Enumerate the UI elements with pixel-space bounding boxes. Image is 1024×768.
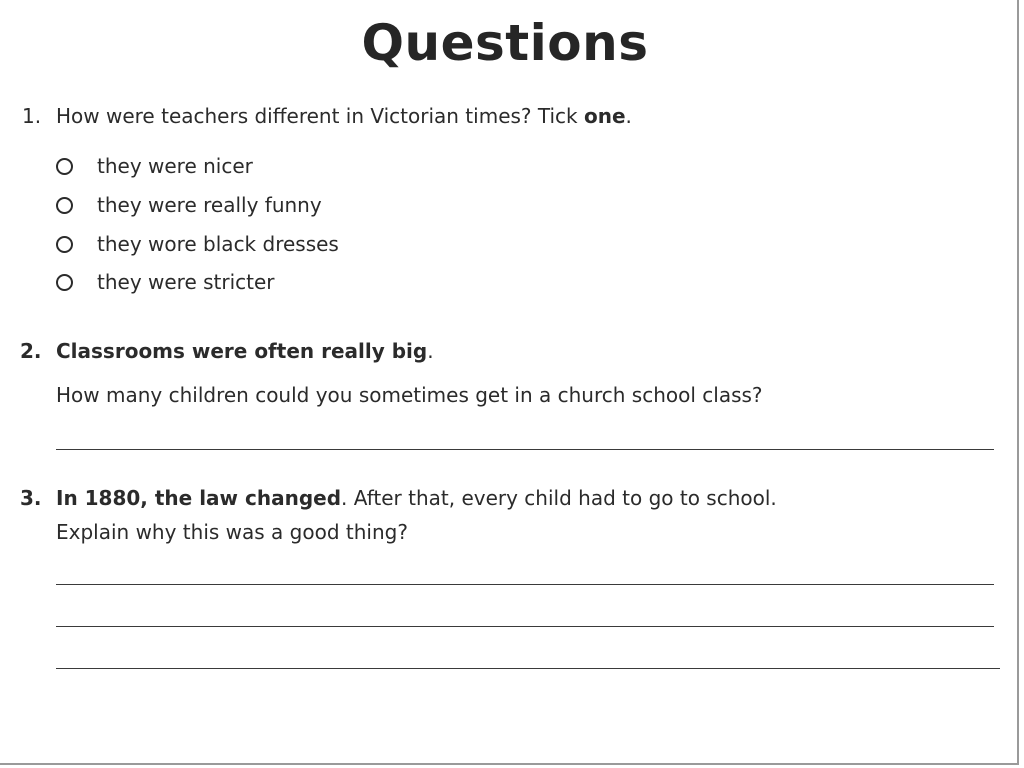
question-3-question: Explain why this was a good thing? bbox=[56, 520, 408, 544]
option-4-label: they were stricter bbox=[97, 270, 275, 294]
question-1-text-end: . bbox=[625, 104, 632, 128]
question-1-text-start: How were teachers different in Victorian times? Tick bbox=[56, 104, 584, 128]
question-1-text bbox=[56, 104, 632, 128]
page-title: Questions bbox=[361, 14, 649, 72]
question-2-heading-end: . bbox=[427, 339, 434, 363]
answer-line-q2[interactable] bbox=[56, 449, 994, 450]
question-3-text-end: . After that, every child had to go to school. bbox=[341, 486, 777, 510]
question-1-number: 1. bbox=[22, 104, 42, 128]
radio-circle-icon[interactable] bbox=[56, 197, 73, 214]
option-1[interactable] bbox=[56, 154, 253, 178]
question-3-number: 3. bbox=[20, 486, 42, 510]
question-1-text-emphasis: one bbox=[583, 104, 626, 128]
radio-circle-icon[interactable] bbox=[56, 274, 73, 291]
option-2[interactable] bbox=[56, 193, 322, 217]
question-2-heading-emphasis: Classrooms were often really big bbox=[56, 339, 428, 363]
option-4[interactable] bbox=[56, 270, 275, 294]
radio-circle-icon[interactable] bbox=[56, 158, 73, 175]
option-2-label: they were really funny bbox=[97, 193, 322, 217]
question-3-text bbox=[56, 486, 777, 510]
option-3-label: they wore black dresses bbox=[97, 232, 339, 256]
answer-line-q3-1[interactable] bbox=[56, 584, 994, 585]
question-2-question: How many children could you sometimes get in a church school class? bbox=[56, 383, 763, 407]
option-3[interactable] bbox=[56, 232, 339, 256]
question-3-text-emphasis: In 1880, the law changed bbox=[56, 486, 342, 510]
question-2-number: 2. bbox=[20, 339, 42, 363]
radio-circle-icon[interactable] bbox=[56, 236, 73, 253]
answer-line-q3-2[interactable] bbox=[56, 626, 994, 627]
answer-line-q3-3[interactable] bbox=[56, 668, 1000, 669]
question-2-heading bbox=[56, 339, 434, 363]
option-1-label: they were nicer bbox=[97, 154, 253, 178]
